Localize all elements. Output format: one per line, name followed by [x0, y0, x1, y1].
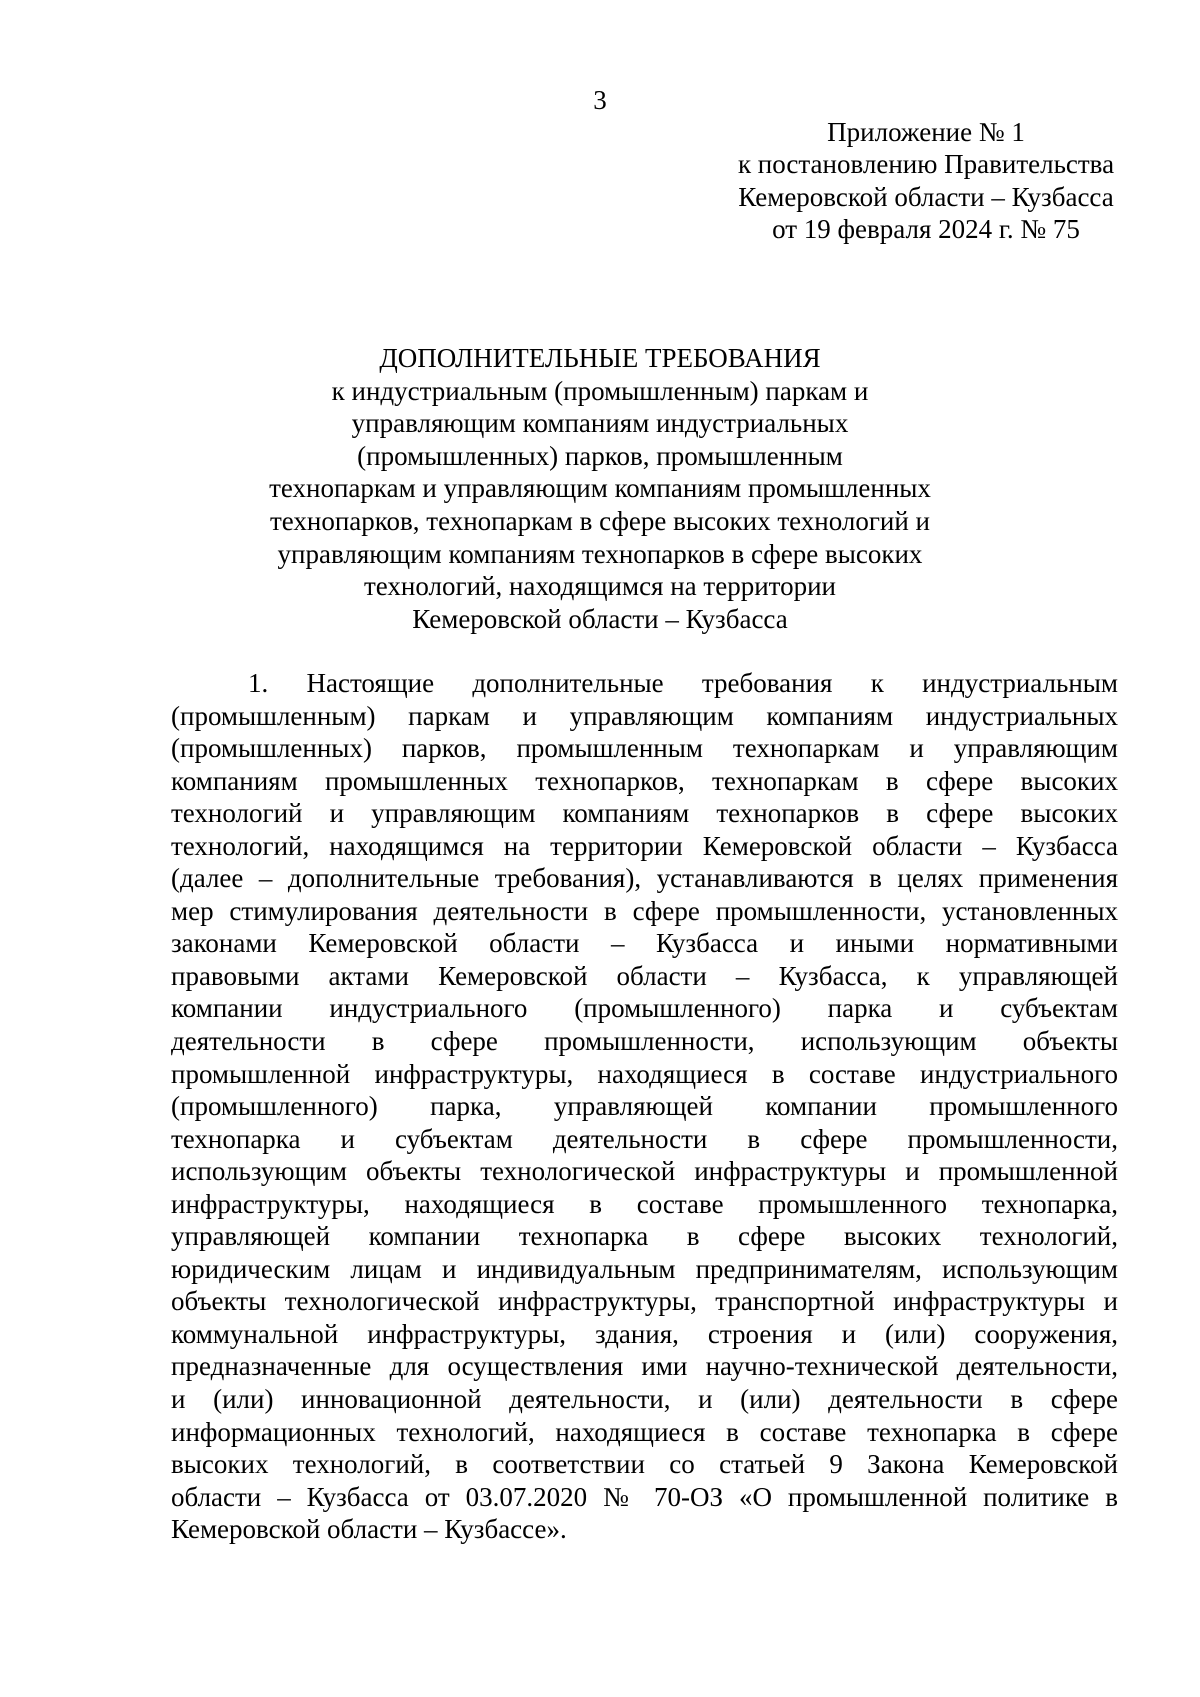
paragraph-line: области – Кузбасса от 03.07.2020 № 70-ОЗ «О промышленной политике в [171, 1481, 1118, 1512]
paragraph-line: (промышленным) паркам и управляющим компаниям индустриальных [171, 700, 1118, 731]
title-line: (промышленных) парков, промышленным [357, 440, 843, 471]
title-line: технопаркам и управляющим компаниям промышленных [269, 473, 931, 504]
appendix-line: к постановлению Правительства [737, 149, 1115, 180]
title-line: управляющим компаниям технопарков в сфере высоких [277, 538, 923, 569]
paragraph-line: высоких технологий, в соответствии со статьей 9 Закона Кемеровской [171, 1449, 1118, 1480]
paragraph-line: деятельности в сфере промышленности, использующим объекты [171, 1026, 1118, 1057]
paragraph-line: управляющей компании технопарка в сфере высоких технологий, [171, 1221, 1118, 1252]
title-line: ДОПОЛНИТЕЛЬНЫЕ ТРЕБОВАНИЯ [379, 343, 821, 373]
paragraph-line: (далее – дополнительные требования), устанавливаются в целях применения [171, 863, 1118, 894]
paragraph-line: предназначенные для осуществления ими научно-технической деятельности, [171, 1351, 1118, 1382]
paragraph-line: и (или) инновационной деятельности, и (или) деятельности в сфере [171, 1384, 1118, 1415]
paragraph-1 [171, 667, 1118, 1546]
paragraph-line: технологий и управляющим компаниям технопарков в сфере высоких [171, 798, 1118, 829]
paragraph-line: (промышленного) парка, управляющей компании промышленного [171, 1091, 1118, 1122]
document-title [200, 342, 1000, 635]
paragraph-line: Кемеровской области – Кузбассе». [171, 1514, 567, 1545]
appendix-line: Кемеровской области – Кузбасса [738, 181, 1114, 212]
appendix-line: от 19 февраля 2024 г. № 75 [772, 214, 1080, 245]
paragraph-line: (промышленных) парков, промышленным технопаркам и управляющим [171, 733, 1118, 764]
title-line: Кемеровской области – Кузбасса [412, 603, 788, 634]
paragraph-line: коммунальной инфраструктуры, здания, строения и (или) сооружения, [171, 1318, 1118, 1349]
title-line: технопарков, технопаркам в сфере высоких технологий и [269, 505, 931, 536]
title-line: технологий, находящимся на территории [364, 571, 836, 602]
paragraph-line: юридическим лицам и индивидуальным предпринимателям, использующим [171, 1253, 1118, 1284]
paragraph-line: законами Кемеровской области – Кузбасса и иными нормативными [171, 928, 1118, 959]
paragraph-line: мер стимулирования деятельности в сфере промышленности, установленных [171, 895, 1118, 926]
paragraph-line: объекты технологической инфраструктуры, транспортной инфраструктуры и [171, 1286, 1118, 1317]
paragraph-line: технологий, находящимся на территории Кемеровской области – Кузбасса [171, 830, 1118, 861]
appendix-line: Приложение № 1 [827, 117, 1025, 147]
page-number: 3 [593, 85, 607, 115]
paragraph-line: информационных технологий, находящиеся в составе технопарка в сфере [171, 1416, 1118, 1447]
title-line: к индустриальным (промышленным) паркам и [331, 375, 869, 406]
paragraph-line: 1. Настоящие дополнительные требования к индустриальным [248, 668, 1118, 698]
paragraph-line: компаниям промышленных технопарков, технопаркам в сфере высоких [171, 765, 1118, 796]
paragraph-line: промышленной инфраструктуры, находящиеся в составе индустриального [171, 1058, 1118, 1089]
paragraph-line: компании индустриального (промышленного) парка и субъектам [171, 993, 1118, 1024]
paragraph-line: инфраструктуры, находящиеся в составе промышленного технопарка, [171, 1188, 1118, 1219]
title-line: управляющим компаниям индустриальных [351, 408, 849, 439]
appendix-header [686, 116, 1166, 246]
paragraph-line: технопарка и субъектам деятельности в сфере промышленности, [171, 1123, 1118, 1154]
paragraph-line: правовыми актами Кемеровской области – Кузбасса, к управляющей [171, 960, 1118, 991]
paragraph-line: использующим объекты технологической инфраструктуры и промышленной [171, 1156, 1118, 1187]
